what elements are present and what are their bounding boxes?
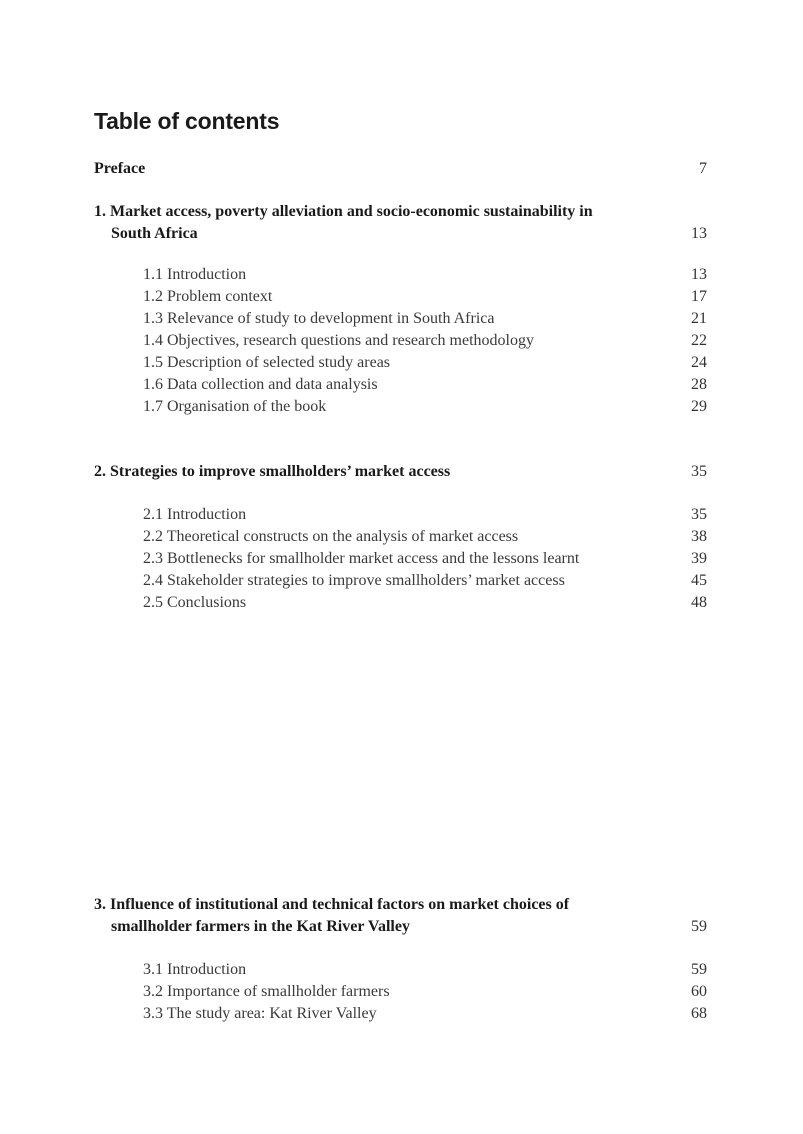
section-label: 3.3 The study area: Kat River Valley	[143, 1005, 377, 1022]
section-page: 59	[691, 961, 707, 978]
section-page: 60	[691, 983, 707, 1000]
section-page: 21	[691, 310, 707, 327]
section-page: 13	[691, 266, 707, 283]
section-label: 1.2 Problem context	[143, 288, 273, 305]
page-title: Table of contents	[94, 108, 280, 134]
entry-page: 7	[699, 160, 707, 177]
section-page: 48	[691, 594, 707, 611]
section-label: 1.4 Objectives, research questions and research methodology	[143, 332, 534, 349]
chapter-title-cont: South Africa	[111, 225, 198, 242]
chapter-title-cont: smallholder farmers in the Kat River Valley	[111, 918, 410, 935]
section-page: 22	[691, 332, 707, 349]
entry-page: 59	[691, 918, 707, 935]
section-label: 1.5 Description of selected study areas	[143, 354, 391, 371]
section-page: 17	[691, 288, 707, 305]
section-label: 1.3 Relevance of study to development in South Africa	[143, 310, 495, 327]
section-page: 38	[691, 528, 707, 545]
section-page: 35	[691, 506, 707, 523]
entry-page: 13	[691, 225, 707, 242]
section-label: 2.2 Theoretical constructs on the analysis of market access	[143, 528, 519, 545]
section-page: 39	[691, 550, 707, 567]
section-label: 1.6 Data collection and data analysis	[143, 376, 378, 393]
chapter-title: 2. Strategies to improve smallholders’ market access	[94, 463, 451, 480]
section-page: 45	[691, 572, 707, 589]
section-label: 1.1 Introduction	[143, 266, 247, 283]
entry-page: 35	[691, 463, 707, 480]
chapter-title: 3. Influence of institutional and technical factors on market choices of	[94, 896, 570, 913]
section-label: 3.2 Importance of smallholder farmers	[143, 983, 390, 1000]
section-label: 2.4 Stakeholder strategies to improve smallholders’ market access	[143, 572, 565, 589]
section-label: 2.1 Introduction	[143, 506, 247, 523]
section-page: 24	[691, 354, 707, 371]
section-page: 29	[691, 398, 707, 415]
section-label: 2.3 Bottlenecks for smallholder market access and the lessons learnt	[143, 550, 580, 567]
section-label: 3.1 Introduction	[143, 961, 247, 978]
section-label: 2.5 Conclusions	[143, 594, 247, 611]
section-label: 1.7 Organisation of the book	[143, 398, 327, 415]
section-page: 68	[691, 1005, 707, 1022]
chapter-title: 1. Market access, poverty alleviation and socio-economic sustainability in	[94, 203, 593, 220]
entry-label: Preface	[94, 160, 146, 177]
section-page: 28	[691, 376, 707, 393]
